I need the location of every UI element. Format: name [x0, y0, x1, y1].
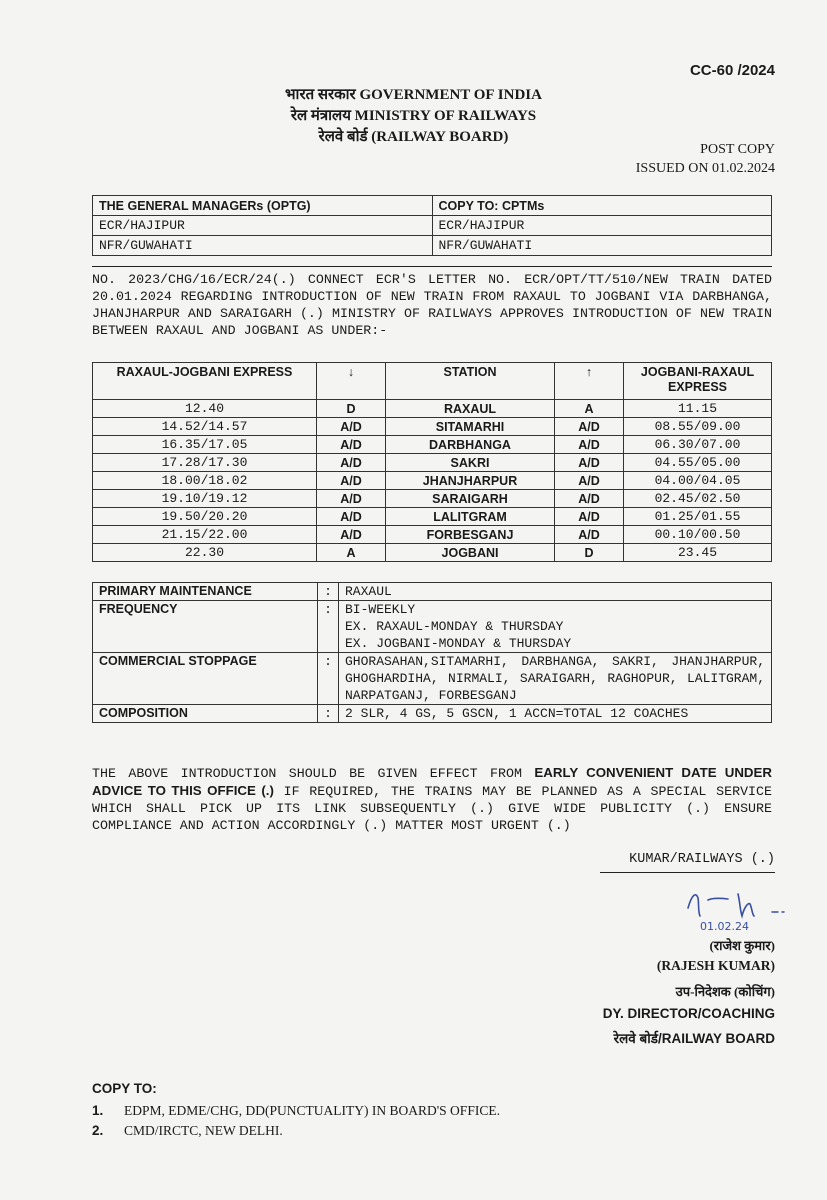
document-reference: CC-60 /2024 [689, 62, 775, 79]
timetable [92, 362, 772, 562]
station-name: LALITGRAM [386, 508, 555, 526]
down-code: A/D [317, 490, 386, 508]
colon: : [318, 601, 339, 653]
copy-to-item [92, 1103, 500, 1119]
station-name: DARBHANGA [386, 436, 555, 454]
frequency-line: BI-WEEKLY [345, 602, 416, 617]
up-code: A/D [555, 526, 624, 544]
timetable-row [93, 418, 772, 436]
up-time: 00.10/00.50 [624, 526, 772, 544]
down-time: 14.52/14.57 [93, 418, 317, 436]
copy-to-label: COPY TO: [92, 1081, 157, 1096]
designation-hindi: उप-निदेशक (कोचिंग) [675, 984, 775, 999]
details-row-composition [93, 705, 772, 723]
copy-to-text: CMD/IRCTC, NEW DELHI. [124, 1123, 283, 1138]
timetable-header-row [93, 363, 772, 400]
handwritten-signature [678, 886, 808, 934]
sender-underline [600, 872, 775, 873]
designation: DY. DIRECTOR/COACHING [602, 1006, 775, 1021]
down-time: 17.28/17.30 [93, 454, 317, 472]
frequency-line: EX. RAXAUL-MONDAY & THURSDAY [345, 619, 564, 634]
up-code: D [555, 544, 624, 562]
up-code: A/D [555, 454, 624, 472]
station-name: SITAMARHI [386, 418, 555, 436]
sender-line: KUMAR/RAILWAYS (.) [629, 852, 775, 867]
addressee-row [93, 236, 772, 256]
timetable-row [93, 454, 772, 472]
up-code: A/D [555, 436, 624, 454]
down-time: 19.50/20.20 [93, 508, 317, 526]
down-code: A [317, 544, 386, 562]
copy-to-section [92, 1081, 500, 1139]
signatory-name: (RAJESH KUMAR) [656, 958, 775, 973]
down-time: 19.10/19.12 [93, 490, 317, 508]
timetable-body [93, 400, 772, 562]
details-row-maintenance [93, 583, 772, 601]
up-code: A/D [555, 472, 624, 490]
colon: : [318, 583, 339, 601]
frequency-line: EX. JOGBANI-MONDAY & THURSDAY [345, 636, 572, 651]
timetable-row [93, 436, 772, 454]
post-copy-label: POST COPY [700, 142, 775, 157]
up-time: 11.15 [624, 400, 772, 418]
timetable-row [93, 490, 772, 508]
to-address: ECR/HAJIPUR [93, 216, 433, 236]
down-code: A/D [317, 454, 386, 472]
down-train-header: RAXAUL-JOGBANI EXPRESS [93, 363, 317, 400]
issued-on-date: ISSUED ON 01.02.2024 [635, 161, 775, 176]
to-heading: THE GENERAL MANAGERs (OPTG) [93, 196, 433, 216]
timetable-row [93, 526, 772, 544]
to-address: NFR/GUWAHATI [93, 236, 433, 256]
timetable-row [93, 400, 772, 418]
header-government: भारत सरकार GOVERNMENT OF INDIA [285, 87, 542, 103]
down-time: 21.15/22.00 [93, 526, 317, 544]
up-time: 04.00/04.05 [624, 472, 772, 490]
office-name: रेलवे बोर्ड/RAILWAY BOARD [613, 1031, 775, 1046]
copy-address: NFR/GUWAHATI [432, 236, 772, 256]
commercial-stoppage-label: COMMERCIAL STOPPAGE [93, 653, 318, 705]
station-name: RAXAUL [386, 400, 555, 418]
header-board: रेलवे बोर्ड (RAILWAY BOARD) [318, 129, 509, 145]
primary-maintenance-label: PRIMARY MAINTENANCE [93, 583, 318, 601]
copy-to-heading: COPY TO: CPTMs [432, 196, 772, 216]
colon: : [318, 653, 339, 705]
frequency-label: FREQUENCY [93, 601, 318, 653]
details-row-frequency [93, 601, 772, 653]
up-code: A/D [555, 490, 624, 508]
closing-text: IF REQUIRED, THE TRAINS MAY BE PLANNED AS A SPECIAL SERVICE WHICH SHALL PICK UP ITS LINK SUBSEQUENTLY (.) GIVE WIDE PUBLICITY (.) ENSURE COMPLIANCE AND ACTION ACCORDINGLY (.) MATTER MOST URGENT (.) [92, 784, 772, 833]
closing-emphasis: EARLY CONVENIENT DATE UNDER ADVICE TO THIS OFFICE (.) [92, 765, 773, 798]
station-name: JHANJHARPUR [386, 472, 555, 490]
up-time: 23.45 [624, 544, 772, 562]
header-ministry: रेल मंत्रालय MINISTRY OF RAILWAYS [290, 108, 537, 124]
up-time: 04.55/05.00 [624, 454, 772, 472]
composition-value: 2 SLR, 4 GS, 5 GSCN, 1 ACCN=TOTAL 12 COACHES [339, 705, 772, 723]
timetable-row [93, 508, 772, 526]
up-code: A/D [555, 418, 624, 436]
copy-to-number: 1. [92, 1103, 104, 1118]
timetable-row [93, 544, 772, 562]
down-time: 22.30 [93, 544, 317, 562]
up-code: A/D [555, 508, 624, 526]
up-time: 06.30/07.00 [624, 436, 772, 454]
down-code: D [317, 400, 386, 418]
colon: : [318, 705, 339, 723]
divider-line [92, 266, 772, 267]
station-name: JOGBANI [386, 544, 555, 562]
down-arrow-icon: ↓ [317, 363, 386, 400]
signatory-name-hindi: (राजेश कुमार) [709, 938, 775, 953]
primary-maintenance-value: RAXAUL [339, 583, 772, 601]
copy-to-number: 2. [92, 1123, 104, 1138]
down-code: A/D [317, 418, 386, 436]
closing-paragraph [92, 764, 772, 834]
up-time: 01.25/01.55 [624, 508, 772, 526]
station-header: STATION [386, 363, 555, 400]
timetable-row [93, 472, 772, 490]
addressee-row [93, 216, 772, 236]
down-code: A/D [317, 526, 386, 544]
down-time: 12.40 [93, 400, 317, 418]
up-code: A [555, 400, 624, 418]
copy-to-item [92, 1123, 500, 1139]
addressee-header-row [93, 196, 772, 216]
copy-address: ECR/HAJIPUR [432, 216, 772, 236]
up-arrow-icon: ↑ [555, 363, 624, 400]
up-train-header: JOGBANI-RAXAUL EXPRESS [624, 363, 772, 400]
addressee-table [92, 195, 772, 256]
post-copy-block [636, 140, 775, 178]
down-code: A/D [317, 436, 386, 454]
down-time: 16.35/17.05 [93, 436, 317, 454]
up-time: 08.55/09.00 [624, 418, 772, 436]
frequency-value [339, 601, 772, 653]
signature-date: 01.02.24 [700, 920, 749, 933]
intro-paragraph: NO. 2023/CHG/16/ECR/24(.) CONNECT ECR'S LETTER NO. ECR/OPT/TT/510/NEW TRAIN DATED 20.01.2024 REGARDING INTRODUCTION OF NEW TRAIN FROM RAXAUL TO JOGBANI VIA DARBHANGA, JHANJHARPUR AND SARAIGARH (.) MINISTRY OF RAILWAYS APPROVES INTRODUCTION OF NEW TRAIN BETWEEN RAXAUL AND JOGBANI AS UNDER:- [92, 272, 772, 338]
down-time: 18.00/18.02 [93, 472, 317, 490]
details-row-stoppage [93, 653, 772, 705]
station-name: FORBESGANJ [386, 526, 555, 544]
station-name: SAKRI [386, 454, 555, 472]
copy-to-text: EDPM, EDME/CHG, DD(PUNCTUALITY) IN BOARD'S OFFICE. [124, 1103, 500, 1118]
station-name: SARAIGARH [386, 490, 555, 508]
composition-label: COMPOSITION [93, 705, 318, 723]
up-time: 02.45/02.50 [624, 490, 772, 508]
closing-text: THE ABOVE INTRODUCTION SHOULD BE GIVEN EFFECT FROM [92, 766, 535, 781]
commercial-stoppage-value: GHORASAHAN,SITAMARHI, DARBHANGA, SAKRI, JHANJHARPUR, GHOGHARDIHA, NIRMALI, SARAIGARH, RAGHOPUR, LALITGRAM, NARPATGANJ, FORBESGANJ [339, 653, 772, 705]
down-code: A/D [317, 472, 386, 490]
down-code: A/D [317, 508, 386, 526]
details-table [92, 582, 772, 723]
